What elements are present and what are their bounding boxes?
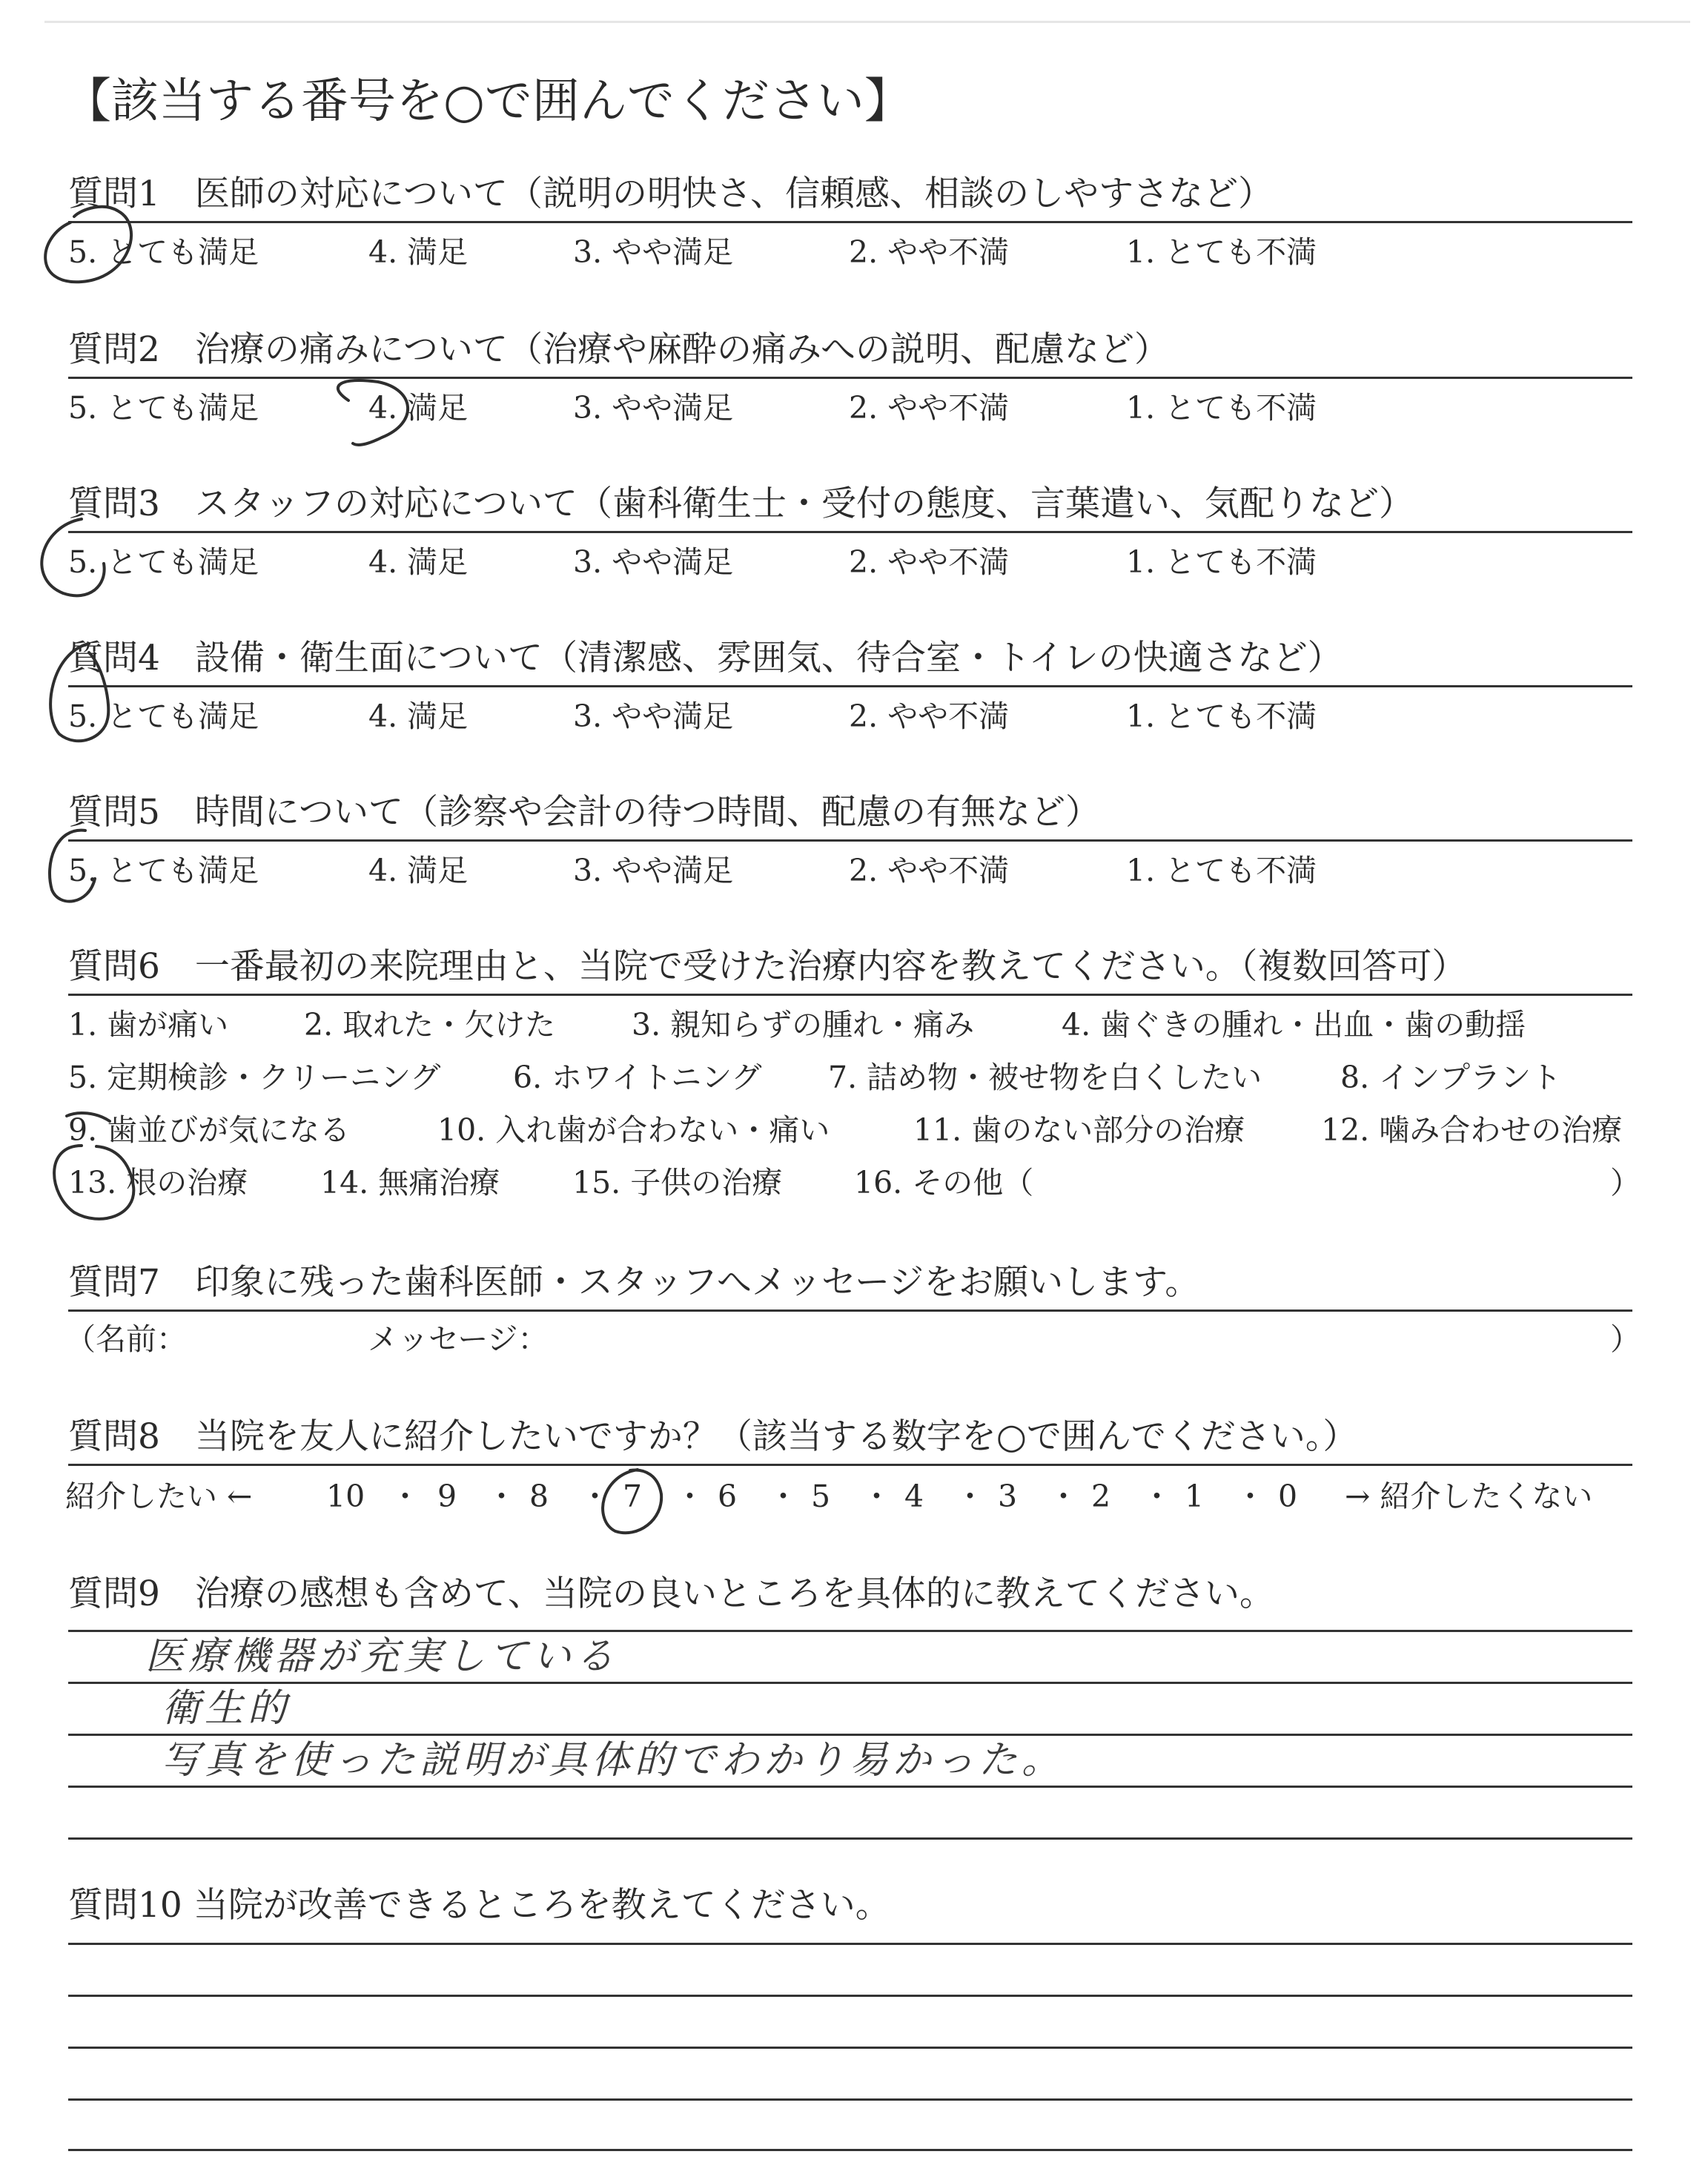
answer-line[interactable] (68, 1943, 1632, 1945)
answer-line[interactable] (68, 1995, 1632, 1997)
question-5-options (68, 851, 1632, 890)
question-5-rule (68, 839, 1632, 842)
q5-option-2[interactable]: 2. やや不満 (849, 853, 1010, 888)
question-3 (68, 482, 1632, 526)
q2-option-1[interactable]: 1. とても不満 (1126, 390, 1317, 426)
q8-separator: ・ (1235, 1479, 1265, 1514)
question-4-options (68, 697, 1632, 736)
question-9 (68, 1572, 1632, 1616)
q7-close: ） (1610, 1321, 1641, 1357)
q8-separator: ・ (861, 1479, 892, 1514)
q8-separator: ・ (390, 1479, 420, 1514)
scan-edge-line (44, 21, 1690, 23)
q8-score-10[interactable]: 10 (326, 1479, 365, 1514)
q2-option-5[interactable]: 5. とても満足 (68, 390, 259, 426)
q6-option-13[interactable]: 13. 根の治療 (68, 1165, 248, 1200)
q9-handwritten-line-2[interactable]: 衛生的 (162, 1686, 291, 1731)
q6-option-3[interactable]: 3. 親知らずの腫れ・痛み (632, 1007, 975, 1043)
q8-score-1[interactable]: 1 (1185, 1479, 1205, 1514)
q8-separator: ・ (1142, 1479, 1172, 1514)
question-8-rule (68, 1464, 1632, 1466)
q2-option-4[interactable]: 4. 満足 (368, 390, 469, 426)
question-2 (68, 328, 1632, 372)
q4-option-1[interactable]: 1. とても不満 (1126, 698, 1317, 734)
question-4-label: 質問4 設備・衛生面について（清潔感、雰囲気、待合室・トイレの快適さなど） (68, 638, 1343, 678)
q9-handwritten-line-1[interactable]: 医療機器が充実している (145, 1634, 619, 1679)
question-6-options-row-4 (68, 1163, 1641, 1202)
q6-option-14[interactable]: 14. 無痛治療 (320, 1165, 500, 1200)
question-6-rule (68, 994, 1632, 996)
q8-score-4[interactable]: 4 (904, 1479, 924, 1514)
q6-option-2[interactable]: 2. 取れた・欠けた (304, 1007, 556, 1043)
q5-option-5[interactable]: 5. とても満足 (68, 853, 259, 888)
question-5-label: 質問5 時間について（診察や会計の待つ時間、配慮の有無など） (68, 792, 1100, 833)
q6-option-5[interactable]: 5. 定期検診・クリーニング (68, 1060, 441, 1095)
q1-option-5[interactable]: 5. とても満足 (68, 234, 259, 270)
q6-option-11[interactable]: 11. 歯のない部分の治療 (913, 1112, 1245, 1148)
q8-right-label: → 紹介したくない (1345, 1479, 1593, 1514)
question-6-label: 質問6 一番最初の来院理由と、当院で受けた治療内容を教えてください。（複数回答可） (68, 946, 1467, 987)
answer-line[interactable] (68, 2098, 1632, 2101)
q3-option-3[interactable]: 3. やや満足 (573, 544, 734, 580)
q6-option-1[interactable]: 1. 歯が痛い (68, 1007, 229, 1043)
question-10 (68, 1883, 1632, 1928)
question-8 (68, 1415, 1632, 1459)
q8-score-6[interactable]: 6 (718, 1479, 738, 1514)
q6-option-15[interactable]: 15. 子供の治療 (572, 1165, 783, 1200)
question-1-options (68, 233, 1632, 271)
q8-score-0[interactable]: 0 (1278, 1479, 1298, 1514)
q1-option-3[interactable]: 3. やや満足 (573, 234, 734, 270)
q8-score-2[interactable]: 2 (1091, 1479, 1111, 1514)
question-2-label: 質問2 治療の痛みについて（治療や麻酔の痛みへの説明、配慮など） (68, 329, 1170, 370)
q6-option-7[interactable]: 7. 詰め物・被せ物を白くしたい (828, 1060, 1262, 1095)
question-6-options-row-3 (68, 1111, 1632, 1149)
q9-handwritten-line-3[interactable]: 写真を使った説明が具体的でわかり易かった。 (162, 1738, 1065, 1783)
q8-separator: ・ (580, 1479, 610, 1514)
q8-score-7[interactable]: 7 (623, 1479, 643, 1514)
q4-option-4[interactable]: 4. 満足 (368, 698, 469, 734)
q6-option-6[interactable]: 6. ホワイトニング (513, 1060, 762, 1095)
question-1-rule (68, 221, 1632, 223)
q8-separator: ・ (486, 1479, 517, 1514)
question-4-rule (68, 685, 1632, 687)
q6-option-8[interactable]: 8. インプラント (1340, 1060, 1562, 1095)
form-title: 【該当する番号を○で囲んでください】 (64, 74, 912, 129)
question-4 (68, 636, 1632, 681)
q8-score-3[interactable]: 3 (998, 1479, 1018, 1514)
q8-separator: ・ (955, 1479, 985, 1514)
question-7-rule (68, 1309, 1632, 1312)
q7-message-label: メッセージ： (368, 1321, 549, 1357)
question-1 (68, 172, 1632, 217)
q5-option-1[interactable]: 1. とても不満 (1126, 853, 1317, 888)
q8-separator: ・ (768, 1479, 798, 1514)
answer-line (68, 1734, 1632, 1736)
q5-option-3[interactable]: 3. やや満足 (573, 853, 734, 888)
question-6-options-row-1 (68, 1005, 1632, 1044)
question-2-options (68, 389, 1632, 427)
question-9-label: 質問9 治療の感想も含めて、当院の良いところを具体的に教えてください。 (68, 1573, 1274, 1614)
question-6-options-row-2 (68, 1058, 1632, 1097)
question-2-rule (68, 377, 1632, 379)
question-8-scale (65, 1477, 1632, 1516)
q2-option-2[interactable]: 2. やや不満 (849, 390, 1010, 426)
q4-option-2[interactable]: 2. やや不満 (849, 698, 1010, 734)
q1-option-2[interactable]: 2. やや不満 (849, 234, 1010, 270)
question-3-label: 質問3 スタッフの対応について（歯科衛生士・受付の態度、言葉遣い、気配りなど） (68, 483, 1414, 524)
q4-option-5[interactable]: 5. とても満足 (68, 698, 259, 734)
q8-score-9[interactable]: 9 (437, 1479, 457, 1514)
q8-left-label: 紹介したい ← (65, 1479, 253, 1514)
q3-option-4[interactable]: 4. 満足 (368, 544, 469, 580)
q8-separator: ・ (1048, 1479, 1079, 1514)
question-3-options (68, 543, 1632, 581)
question-10-label: 質問10 当院が改善できるところを教えてください。 (68, 1885, 890, 1926)
q8-score-5[interactable]: 5 (811, 1479, 831, 1514)
q2-option-3[interactable]: 3. やや満足 (573, 390, 734, 426)
q7-name-label: （名前： (65, 1321, 187, 1357)
question-5 (68, 790, 1632, 835)
q1-option-4[interactable]: 4. 満足 (368, 234, 469, 270)
q3-option-5[interactable]: 5. とても満足 (68, 544, 259, 580)
q6-option-16-close: ） (1610, 1165, 1641, 1200)
q3-option-1[interactable]: 1. とても不満 (1126, 544, 1317, 580)
q5-option-4[interactable]: 4. 満足 (368, 853, 469, 888)
q6-option-4[interactable]: 4. 歯ぐきの腫れ・出血・歯の動揺 (1062, 1007, 1526, 1043)
q8-score-8[interactable]: 8 (529, 1479, 549, 1514)
q3-option-2[interactable]: 2. やや不満 (849, 544, 1010, 580)
question-3-rule (68, 531, 1632, 533)
question-7 (68, 1261, 1632, 1305)
answer-line (68, 1837, 1632, 1840)
q6-option-16[interactable]: 16. その他（ (854, 1165, 1034, 1200)
question-7-label: 質問7 印象に残った歯科医師・スタッフへメッセージをお願いします。 (68, 1262, 1200, 1303)
question-1-label: 質問1 医師の対応について（説明の明快さ、信頼感、相談のしやすさなど） (68, 174, 1274, 214)
q6-option-12[interactable]: 12. 噛み合わせの治療 (1321, 1112, 1623, 1148)
q8-separator: ・ (675, 1479, 705, 1514)
q1-option-1[interactable]: 1. とても不満 (1126, 234, 1317, 270)
question-6 (68, 945, 1632, 989)
answer-line[interactable] (68, 2149, 1632, 2151)
answer-line (68, 1786, 1632, 1788)
question-7-fields (65, 1320, 1641, 1358)
answer-line (68, 1630, 1632, 1632)
q6-option-9[interactable]: 9. 歯並びが気になる (68, 1112, 351, 1148)
question-8-label: 質問8 当院を友人に紹介したいですか？（該当する数字を○で囲んでください。） (68, 1416, 1358, 1457)
answer-line[interactable] (68, 2047, 1632, 2049)
q4-option-3[interactable]: 3. やや満足 (573, 698, 734, 734)
q6-option-10[interactable]: 10. 入れ歯が合わない・痛い (437, 1112, 830, 1148)
answer-line (68, 1682, 1632, 1684)
